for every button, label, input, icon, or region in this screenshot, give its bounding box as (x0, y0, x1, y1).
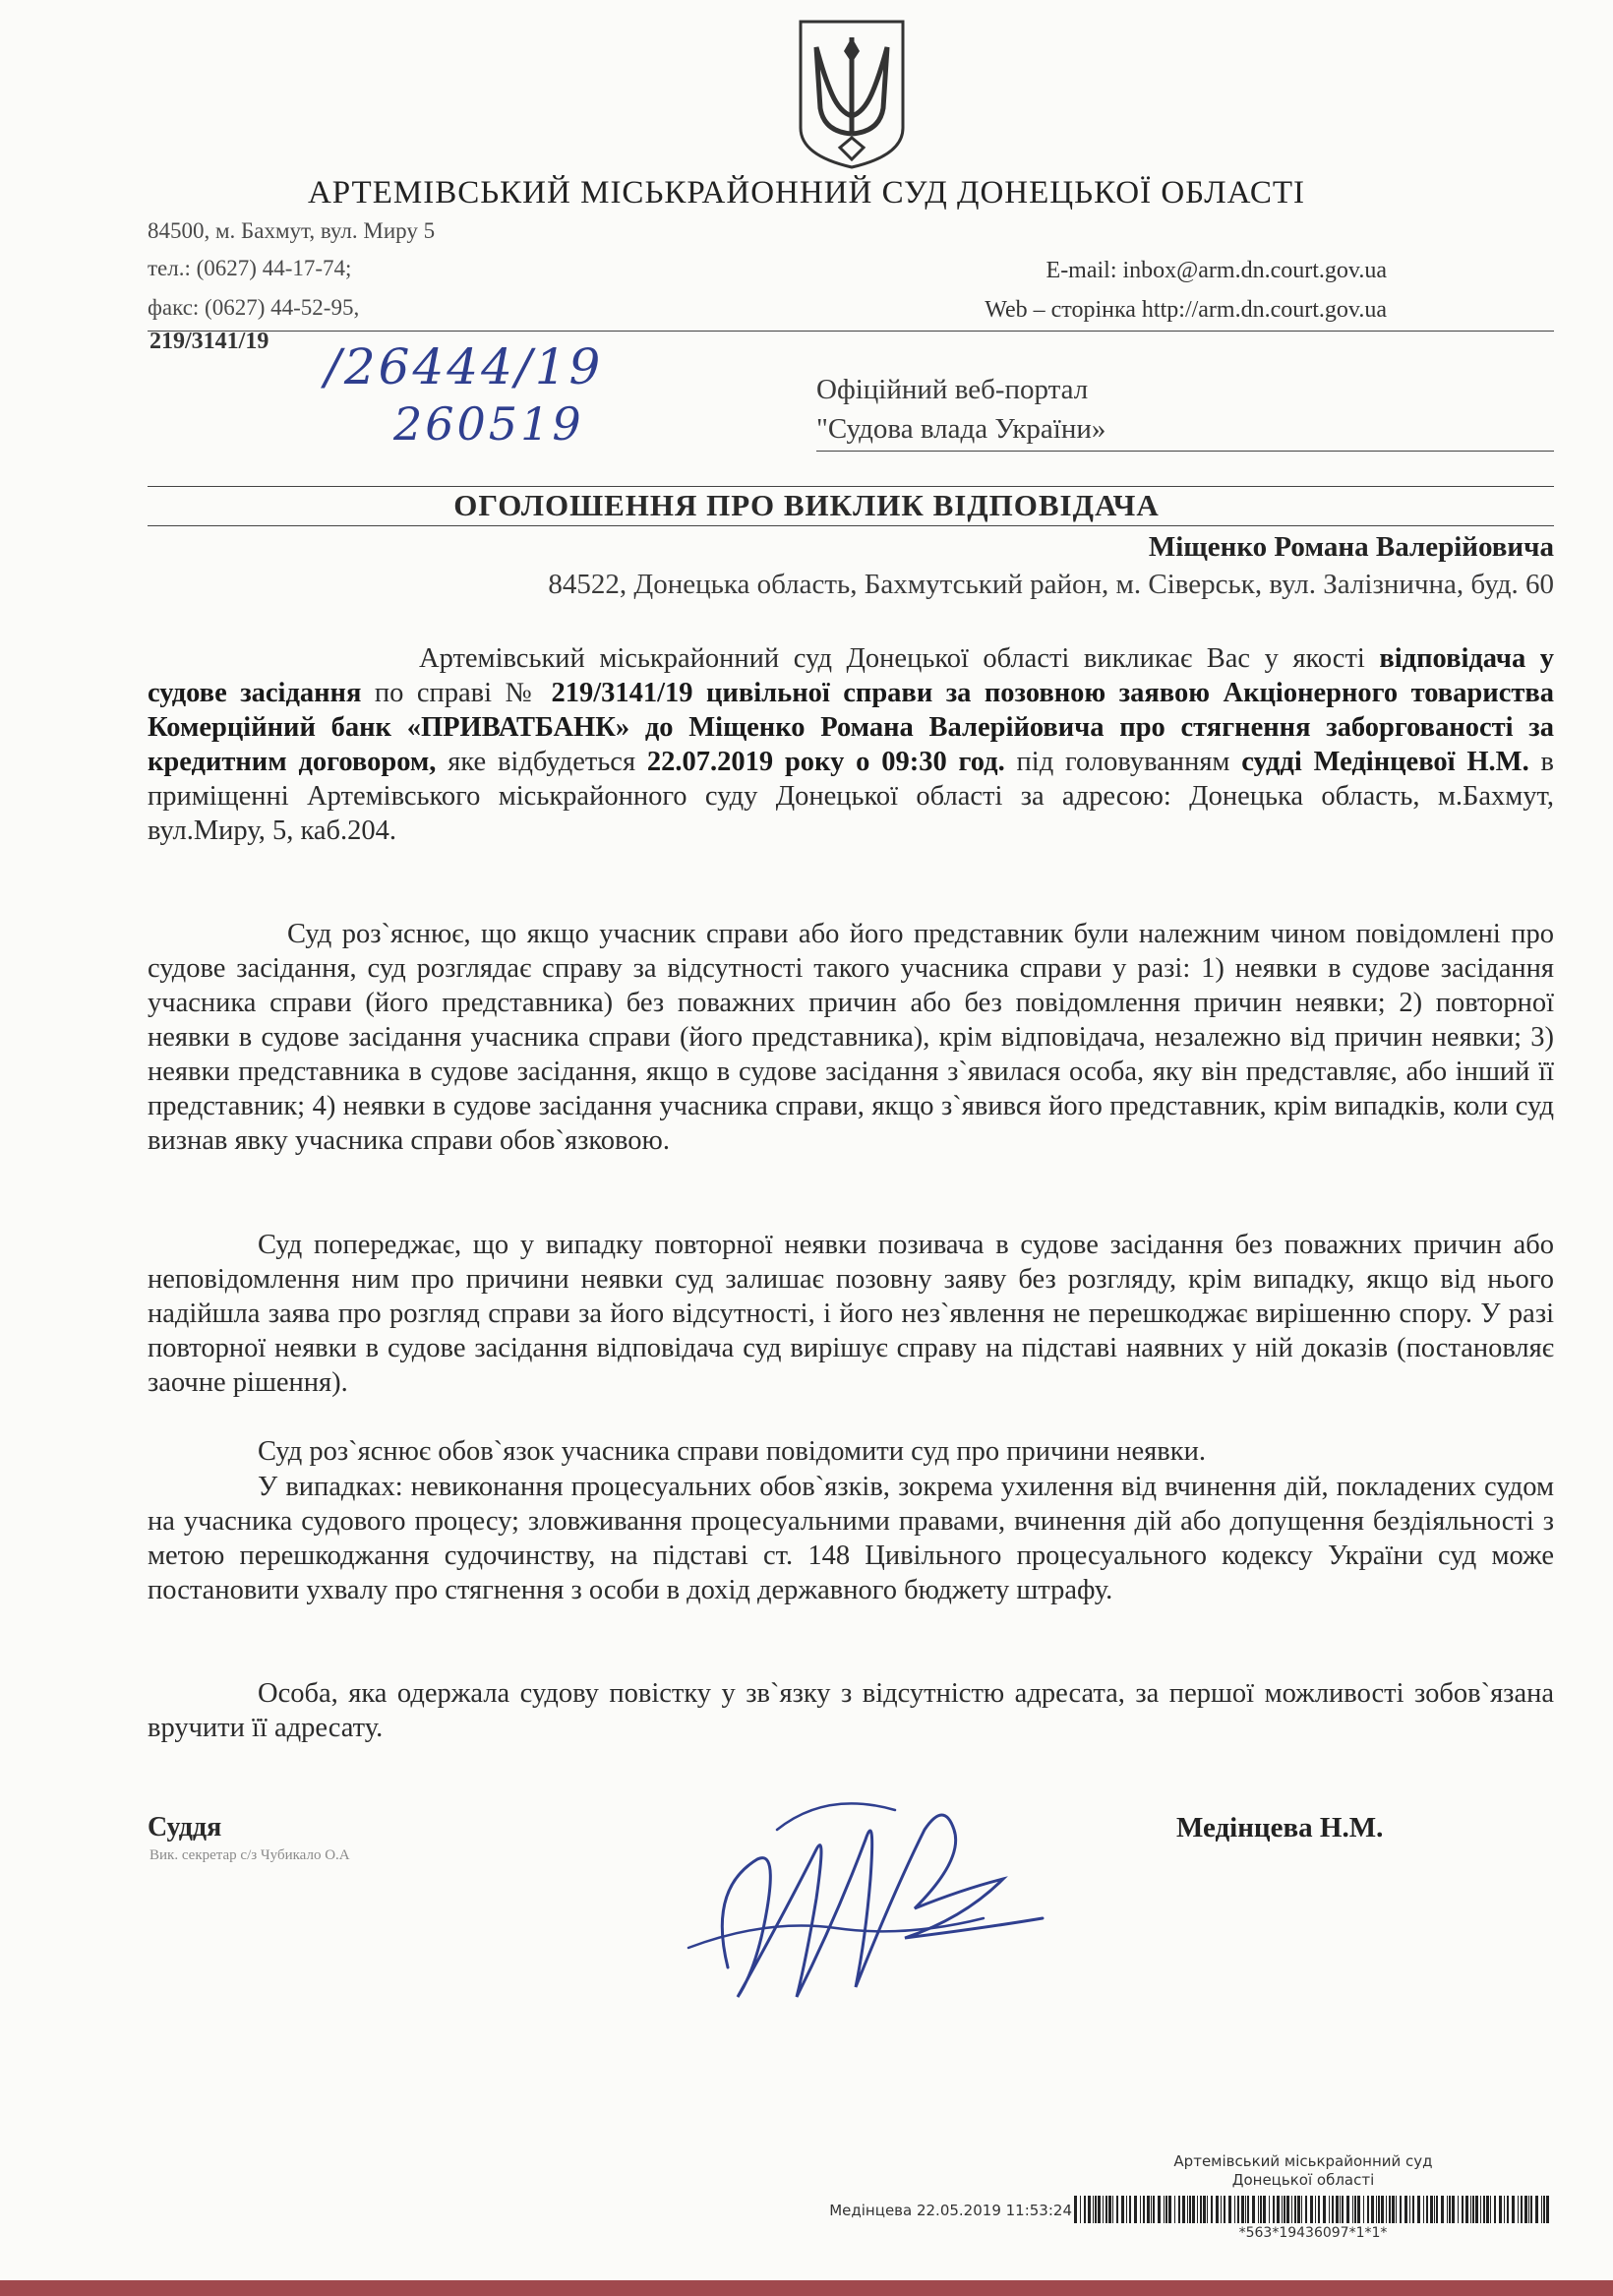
stamp-court-name: Артемівський міськрайонний суд Донецької області (1173, 2152, 1433, 2189)
obligation-paragraph: Суд роз`яснює обов`язок учасника справи повідомити суд про причини неявки. (258, 1436, 1206, 1467)
explanation-paragraph: Суд роз`яснює, що якщо учасник справи або його представник були належним чином повідомлені про судове засідання, суд розглядає справу за відсутності такого учасника справи у разі: 1) неявки в судове засідання учасника справи (його представника) без поважних причин або без повідомлення причин неявки; 2) повторної неявки в судове засідання учасника справи (його представника), крім відповідача, незалежно від причин неявки; 3) неявки представника в судове засідання, якщо в судове засідання з`явилася особа, яку він представляє, або інший її представник; 4) неявки в судове засідання учасника справи, якщо з`явився його представник, крім випадків, коли суд визнав явку учасника справи обов`язковою. (148, 919, 1554, 1156)
trident-emblem-icon (795, 18, 909, 171)
barcode-icon (1074, 2196, 1552, 2223)
portal-line-2: "Судова влада України» (816, 413, 1106, 445)
barcode-text: *563*19436097*1*1* (1238, 2225, 1388, 2241)
judge-name: Медінцева Н.М. (1176, 1812, 1384, 1843)
penalty-paragraph: У випадках: невиконання процесуальних обов`язків, зокрема ухилення від вчинення дій, покладених судом на учасника судового процесу; зловживання процесуальними правами, вчинення дій або допущення бездіяльності з метою перешкоджання судочинству, на підставі ст. 148 Цивільного процесуального кодексу України суд може постановити ухвалу про стягнення з особи в дохід державного бюджету штрафу. (148, 1472, 1554, 1605)
heading-rule-bottom (148, 525, 1554, 526)
heading-rule-top (148, 486, 1554, 487)
summons-paragraph: Артемівський міськрайонний суд Донецької області викликає Вас у якості відповідача у судове засідання по справі № 219/3141/19 цивільної справи за позовною заявою Акціонерного товариства Комерційний банк «ПРИВАТБАНК» до Міщенко Романа Валерійовича про стягнення заборгованості за кредитним договором, яке відбудеться 22.07.2019 року о 09:30 год. під головуванням судді Медінцевої Н.М. в приміщенні Артемівського міськрайонного суду Донецької області за адресою: Донецька область, м.Бахмут, вул.Миру, 5, каб.204. (148, 643, 1554, 846)
court-name: АРТЕМІВСЬКИЙ МІСЬКРАЙОННИЙ СУД ДОНЕЦЬКОЇ ОБЛАСТІ (307, 175, 1306, 211)
header-rule (148, 331, 1554, 332)
handwritten-date-number: 260519 (393, 397, 584, 451)
stamp-timestamp: Медінцева 22.05.2019 11:53:24 (829, 2202, 1072, 2219)
court-website: Web – сторінка http://arm.dn.court.gov.ua (985, 297, 1387, 323)
notice-heading: ОГОЛОШЕННЯ ПРО ВИКЛИК ВІДПОВІДАЧА (453, 488, 1160, 522)
handwritten-registration-number: /26444/19 (325, 338, 604, 395)
delivery-paragraph: Особа, яка одержала судову повістку у зв`язку з відсутністю адресата, за першої можливості зобов`язана вручити її адресату. (148, 1678, 1554, 1743)
court-address: 84500, м. Бахмут, вул. Миру 5 (148, 218, 436, 243)
handwritten-signature (669, 1771, 1062, 2026)
court-fax: факс: (0627) 44-52-95, (148, 295, 360, 320)
court-email: E-mail: inbox@arm.dn.court.gov.ua (1045, 258, 1387, 283)
recipient-name: Міщенко Романа Валерійовича (1148, 531, 1554, 563)
page-bottom-edge (0, 2280, 1613, 2296)
portal-rule (816, 451, 1554, 452)
warning-paragraph: Суд попереджає, що у випадку повторної неявки позивача в судове засідання без поважних причин або неповідомлення ним про причини неявки суд залишає позовну заяву без розгляду, крім випадку, якщо від нього надійшла заява про розгляд справи за його відсутності, і його нез`явлення не перешкоджає вирішенню спору. У разі повторної неявки в судове засідання відповідача суд вирішує справу на підставі наявних у ній доказів (постановляє заочне рішення). (148, 1230, 1554, 1398)
recipient-address: 84522, Донецька область, Бахмутський район, м. Сіверськ, вул. Залізнична, буд. 60 (548, 569, 1554, 600)
signature-label: Суддя (148, 1812, 222, 1843)
portal-line-1: Офіційний веб-портал (816, 374, 1089, 405)
court-phone: тел.: (0627) 44-17-74; (148, 256, 352, 280)
secretary-note: Вик. секретар с/з Чубикало О.А (149, 1847, 350, 1863)
case-number: 219/3141/19 (149, 329, 269, 354)
